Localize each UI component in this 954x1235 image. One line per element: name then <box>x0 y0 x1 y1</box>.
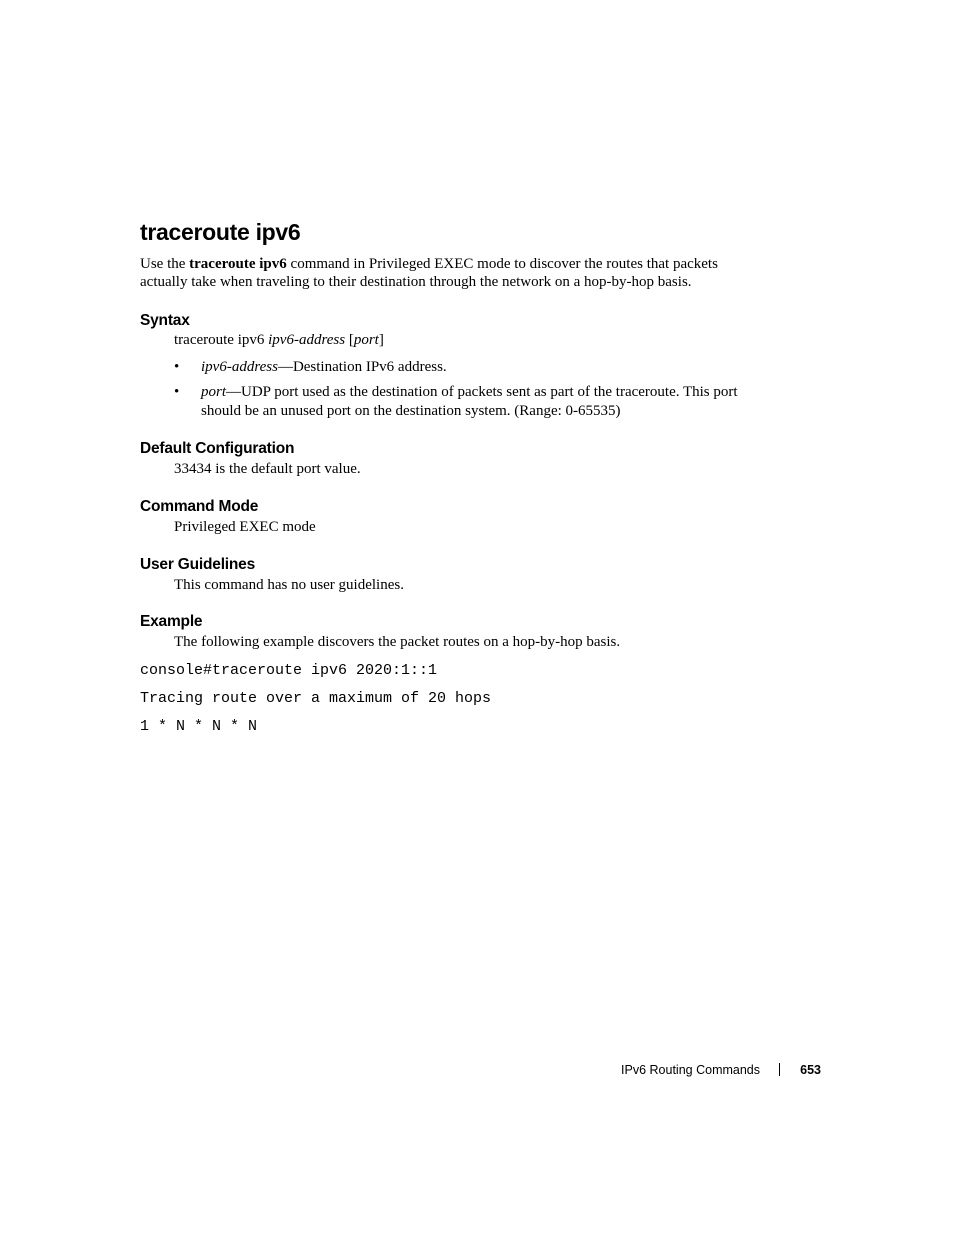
intro-paragraph <box>140 255 750 291</box>
default-configuration-text: 33434 is the default port value. <box>174 461 361 477</box>
intro-command: traceroute ipv6 <box>189 256 287 272</box>
syntax-close-bracket: ] <box>378 332 384 348</box>
user-guidelines-heading: User Guidelines <box>140 556 256 573</box>
command-mode-heading: Command Mode <box>140 498 259 515</box>
default-configuration-heading: Default Configuration <box>140 440 295 457</box>
bullet-icon: • <box>174 384 180 400</box>
intro-prefix: Use the <box>140 256 190 272</box>
syntax-heading: Syntax <box>140 312 190 329</box>
footer-section-title: IPv6 Routing Commands <box>621 1063 760 1077</box>
list-item <box>174 358 754 377</box>
intro-suffix: command in Privileged EXEC mode to discover the routes that packets actually take when traveling to their destination through the network on a hop-by-hop basis. <box>140 256 718 290</box>
param-description: —Destination IPv6 address. <box>277 359 447 375</box>
code-line: 1 * N * N * N <box>140 718 258 735</box>
syntax-arg: ipv6-address <box>268 332 346 348</box>
syntax-open-bracket: [ <box>348 332 354 348</box>
example-text: The following example discovers the packet routes on a hop-by-hop basis. <box>174 634 621 650</box>
param-description: —UDP port used as the destination of packets sent as part of the traceroute. This port should be an unused port on the destination system. (Range: 0-65535) <box>201 384 738 419</box>
example-heading: Example <box>140 613 203 630</box>
bullet-icon: • <box>174 359 180 375</box>
param-name: port <box>201 384 227 400</box>
param-name: ipv6-address <box>201 359 278 375</box>
code-line: console#traceroute ipv6 2020:1::1 <box>140 662 438 679</box>
page-title: traceroute ipv6 <box>140 219 301 245</box>
command-mode-text: Privileged EXEC mode <box>174 519 316 535</box>
code-line: Tracing route over a maximum of 20 hops <box>140 690 492 707</box>
parameter-list <box>174 358 754 427</box>
syntax-line <box>174 331 384 349</box>
list-item <box>174 383 754 421</box>
user-guidelines-text: This command has no user guidelines. <box>174 577 404 593</box>
page-footer <box>580 1061 821 1081</box>
page-number: 653 <box>800 1063 821 1077</box>
syntax-command: traceroute ipv6 <box>174 332 265 348</box>
syntax-optional-arg: port <box>353 332 379 348</box>
footer-divider <box>779 1063 780 1076</box>
